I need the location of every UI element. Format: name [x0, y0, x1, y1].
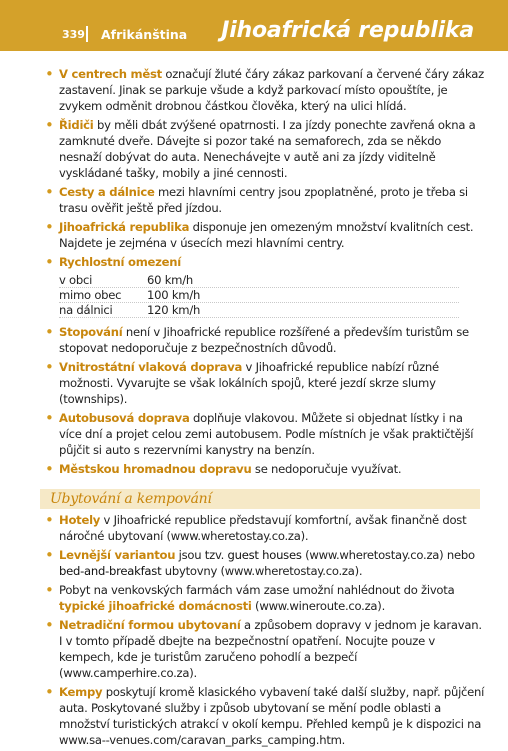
speed-limit-table — [59, 273, 459, 318]
list-item — [45, 582, 485, 614]
item-text: se nedoporučuje využívat. — [251, 462, 402, 476]
list-item — [45, 410, 485, 458]
header-language: Afrikánština — [101, 27, 188, 42]
term-guest-houses: guest houses — [227, 548, 302, 562]
item-text: a způsobem dopravy v jednom je karavan. I v tomto případě dbejte na bezpečnostní opatření. Nocujte pouze v kempech, kde je turistům zaručeno pohodlí a bezpečí (www.camperhire.co.za). — [59, 618, 482, 680]
item-highlight: Stopování — [59, 325, 123, 339]
item-text: ubytovny (www.wheretostay.co.za). — [161, 564, 363, 578]
item-text: (www.wineroute.co.za). — [251, 599, 385, 613]
page-content — [45, 66, 485, 751]
item-text: v Jihoafrické republice nabízí různé možnosti. Vyvarujte se však lokálních spojů, které jezdí skrze slumy (townships). — [59, 360, 439, 406]
item-text: není v Jihoafrické republice rozšířené a především turistům se stopovat nedoporučuje z bezpečnostních důvodů. — [59, 325, 469, 355]
item-highlight: Jihoafrická republika — [59, 220, 190, 234]
item-text: označují žluté čáry zákaz parkovaní a červené čáry zákaz zastavení. Jinak se parkuje všude a když parkovací místo opouštíte, je zvykem odměnit drobnou částkou člověka, který na ulici hlídá. — [59, 67, 484, 113]
item-highlight: Řidiči — [59, 118, 94, 132]
item-text: poskytují kromě klasického vybavení také další služby, např. půjčení auta. Poskytované služby i způsob ubytovaní se mění podle oblasti a množství turistických atrakcí v okolí kempu. Přehled kempů je k dispozici na www.sa--venues.com/caravan_parks_camping.htm. — [59, 685, 485, 747]
list-item — [45, 461, 485, 477]
speed-value: 60 km/h — [147, 273, 193, 287]
item-highlight: Cesty a dálnice — [59, 185, 155, 199]
item-highlight: V centrech měst — [59, 67, 162, 81]
list-item — [45, 324, 485, 356]
list-item — [45, 184, 485, 216]
list-item — [45, 359, 485, 407]
list-item — [45, 547, 485, 579]
page-header — [0, 0, 508, 51]
header-separator — [86, 26, 88, 42]
item-highlight: typické jihoafrické domácnosti — [59, 599, 252, 613]
list-item — [45, 117, 485, 181]
transport-list-2 — [45, 324, 485, 477]
page-number: 339 — [62, 28, 85, 41]
term-bed-and-breakfast: bed-and-breakfast — [59, 564, 162, 578]
item-text: Pobyt na venkovských farmách vám zase umožní nahlédnout do života — [59, 583, 455, 597]
list-item — [45, 512, 485, 544]
item-text: doplňuje vlakovou. Můžete si objednat lístky i na více dní a projet celou zemi autobusem. Podle místních je však praktičtější půjčit si auto s rezervními kanystry na benzín. — [59, 411, 474, 457]
item-highlight: Hotely — [59, 513, 101, 527]
list-item — [45, 254, 485, 270]
speed-value: 120 km/h — [147, 303, 201, 317]
item-text: by měli dbát zvýšené opatrnosti. I za jízdy ponechte zavřená okna a zamknuté dveře. Dávejte si pozor také na semaforech, zda se někdo nesnaží dobývat do auta. Nenechávejte v autě ani za jízdy viditelně vyskládané tašky, mobily a jiné cennosti. — [59, 118, 476, 180]
accommodation-list — [45, 512, 485, 748]
speed-label: v obci — [59, 273, 93, 287]
list-item — [45, 66, 485, 114]
item-highlight: Netradiční formou ubytovaní — [59, 618, 241, 632]
item-highlight: Městskou hromadnou dopravu — [59, 462, 252, 476]
item-highlight: Levnější variantou — [59, 548, 176, 562]
table-row — [59, 288, 459, 303]
page-title: Jihoafrická republika — [221, 18, 474, 43]
speed-value: 100 km/h — [147, 288, 201, 302]
transport-list — [45, 66, 485, 270]
item-text: jsou tzv. — [175, 548, 228, 562]
item-text: (www.wheretostay.co.za) nebo — [301, 548, 475, 562]
speed-label: mimo obec — [59, 288, 122, 302]
list-item — [45, 617, 485, 681]
table-row — [59, 273, 459, 288]
item-text: disponuje jen omezeným množství kvalitních cest. Najdete je zejména v úsecích mezi hlavními centry. — [59, 220, 474, 250]
item-highlight: Kempy — [59, 685, 103, 699]
item-text: mezi hlavními centry jsou zpoplatněné, proto je třeba si trasu ověřit ještě před jízdou. — [59, 185, 468, 215]
list-item — [45, 684, 485, 748]
table-row — [59, 303, 459, 318]
item-highlight: Rychlostní omezení — [59, 255, 181, 269]
item-text: v Jihoafrické republice představují komfortní, avšak finančně dost náročné ubytovaní (www.wheretostay.co.za). — [59, 513, 467, 543]
item-highlight: Autobusová doprava — [59, 411, 190, 425]
list-item — [45, 219, 485, 251]
section-heading: Ubytování a kempování — [40, 489, 480, 509]
item-highlight: Vnitrostátní vlaková doprava — [59, 360, 243, 374]
speed-label: na dálnici — [59, 303, 113, 317]
